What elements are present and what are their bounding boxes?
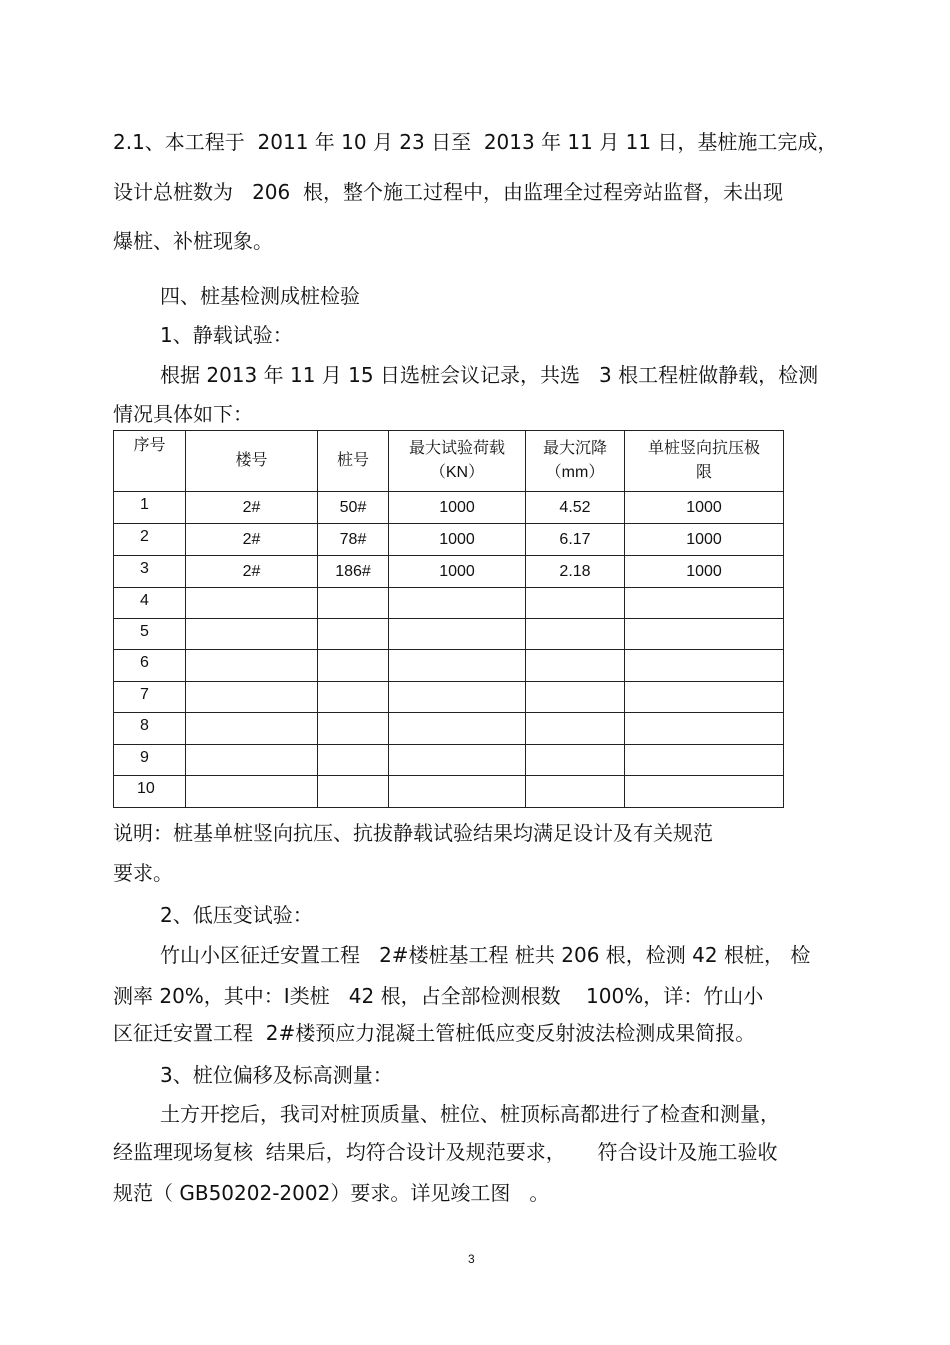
cell-max-load: 1000 <box>389 524 526 556</box>
cell-ultimate-capacity: 1000 <box>625 524 784 556</box>
cell-pile <box>318 650 389 682</box>
table-row <box>114 682 784 713</box>
cell-max-settlement <box>526 682 625 713</box>
header-ultimate-capacity: 单桩竖向抗压极 限 <box>625 431 784 492</box>
paragraph-2-1-line-2: 设计总桩数为 206 根，整个施工过程中，由监理全过程旁站监督，未出现 <box>113 180 783 204</box>
cell-max-settlement: 6.17 <box>526 524 625 556</box>
note-line-1: 说明：桩基单桩竖向抗压、抗拔静载试验结果均满足设计及有关规范 <box>113 821 713 845</box>
paragraph-2-1-line-1: 2.1、本工程于 2011 年 10 月 23 日至 2013 年 11 月 11 日，基桩施工完成， <box>113 130 838 154</box>
table-header-row <box>114 431 784 492</box>
paragraph-low-strain-line-1: 竹山小区征迁安置工程 2#楼桩基工程 桩共 206 根，检测 42 根桩， 检 <box>160 943 811 967</box>
cell-building <box>186 619 318 650</box>
cell-ultimate-capacity <box>625 619 784 650</box>
cell-max-load <box>389 776 526 808</box>
cell-seq: 2 <box>114 524 186 556</box>
cell-seq: 6 <box>114 650 186 682</box>
table-row <box>114 588 784 619</box>
cell-seq: 1 <box>114 492 186 524</box>
cell-pile <box>318 682 389 713</box>
cell-max-load: 1000 <box>389 492 526 524</box>
cell-ultimate-capacity: 1000 <box>625 492 784 524</box>
cell-max-load <box>389 713 526 745</box>
cell-max-settlement <box>526 713 625 745</box>
cell-building <box>186 650 318 682</box>
cell-seq: 5 <box>114 619 186 650</box>
cell-max-settlement <box>526 588 625 619</box>
paragraph-selection-line-2: 情况具体如下： <box>113 402 253 426</box>
cell-building: 2# <box>186 556 318 588</box>
table-row <box>114 556 784 588</box>
cell-ultimate-capacity <box>625 650 784 682</box>
table-row <box>114 745 784 776</box>
paragraph-2-1-line-3: 爆桩、补桩现象。 <box>113 229 273 253</box>
cell-pile: 186# <box>318 556 389 588</box>
paragraph-offset-line-2: 经监理现场复核 结果后，均符合设计及规范要求， 符合设计及施工验收 <box>113 1140 778 1164</box>
cell-max-settlement <box>526 619 625 650</box>
cell-seq: 9 <box>114 745 186 776</box>
paragraph-selection-line-1: 根据 2013 年 11 月 15 日选桩会议记录，共选 3 根工程桩做静载，检测 <box>160 363 819 387</box>
header-pile: 桩号 <box>318 431 389 492</box>
subheading-pile-offset: 3、桩位偏移及标高测量： <box>160 1063 393 1087</box>
cell-max-load <box>389 682 526 713</box>
cell-seq: 4 <box>114 588 186 619</box>
cell-ultimate-capacity: 1000 <box>625 556 784 588</box>
cell-max-load <box>389 619 526 650</box>
table-row <box>114 776 784 808</box>
cell-ultimate-capacity <box>625 682 784 713</box>
header-max-settlement: 最大沉降 （mm） <box>526 431 625 492</box>
table-row <box>114 650 784 682</box>
header-max-load: 最大试验荷载 （KN） <box>389 431 526 492</box>
cell-max-load <box>389 588 526 619</box>
cell-ultimate-capacity <box>625 713 784 745</box>
table-row <box>114 492 784 524</box>
cell-pile: 78# <box>318 524 389 556</box>
subheading-static-load: 1、静载试验： <box>160 323 293 347</box>
cell-building <box>186 776 318 808</box>
table-row <box>114 524 784 556</box>
cell-max-settlement <box>526 745 625 776</box>
cell-max-settlement: 2.18 <box>526 556 625 588</box>
cell-pile: 50# <box>318 492 389 524</box>
cell-seq: 10 <box>114 776 186 808</box>
cell-building: 2# <box>186 524 318 556</box>
cell-pile <box>318 588 389 619</box>
cell-max-settlement <box>526 650 625 682</box>
cell-seq: 7 <box>114 682 186 713</box>
cell-pile <box>318 619 389 650</box>
paragraph-low-strain-line-2: 测率 20%，其中：Ⅰ类桩 42 根，占全部检测根数 100%，详：竹山小 <box>113 984 764 1008</box>
cell-pile <box>318 713 389 745</box>
header-seq: 序号 <box>114 431 186 492</box>
paragraph-low-strain-line-3: 区征迁安置工程 2#楼预应力混凝土管桩低应变反射波法检测成果简报。 <box>113 1021 756 1045</box>
cell-ultimate-capacity <box>625 776 784 808</box>
static-load-table <box>113 430 784 808</box>
header-building: 楼号 <box>186 431 318 492</box>
cell-max-load: 1000 <box>389 556 526 588</box>
cell-max-settlement <box>526 776 625 808</box>
paragraph-offset-line-1: 土方开挖后，我司对桩顶质量、桩位、桩顶标高都进行了检查和测量， <box>160 1102 780 1126</box>
section-heading-4: 四、桩基检测成桩检验 <box>160 284 360 308</box>
subheading-low-strain: 2、低压变试验： <box>160 903 313 927</box>
cell-building <box>186 745 318 776</box>
cell-max-settlement: 4.52 <box>526 492 625 524</box>
cell-building: 2# <box>186 492 318 524</box>
cell-max-load <box>389 745 526 776</box>
cell-ultimate-capacity <box>625 588 784 619</box>
note-line-2: 要求。 <box>113 861 173 885</box>
page-number: 3 <box>468 1252 475 1266</box>
table-row <box>114 619 784 650</box>
cell-seq: 8 <box>114 713 186 745</box>
cell-building <box>186 713 318 745</box>
paragraph-offset-line-3: 规范（ GB50202-2002）要求。详见竣工图 。 <box>113 1181 550 1205</box>
table-row <box>114 713 784 745</box>
cell-building <box>186 682 318 713</box>
cell-pile <box>318 745 389 776</box>
cell-building <box>186 588 318 619</box>
cell-ultimate-capacity <box>625 745 784 776</box>
cell-pile <box>318 776 389 808</box>
cell-max-load <box>389 650 526 682</box>
cell-seq: 3 <box>114 556 186 588</box>
